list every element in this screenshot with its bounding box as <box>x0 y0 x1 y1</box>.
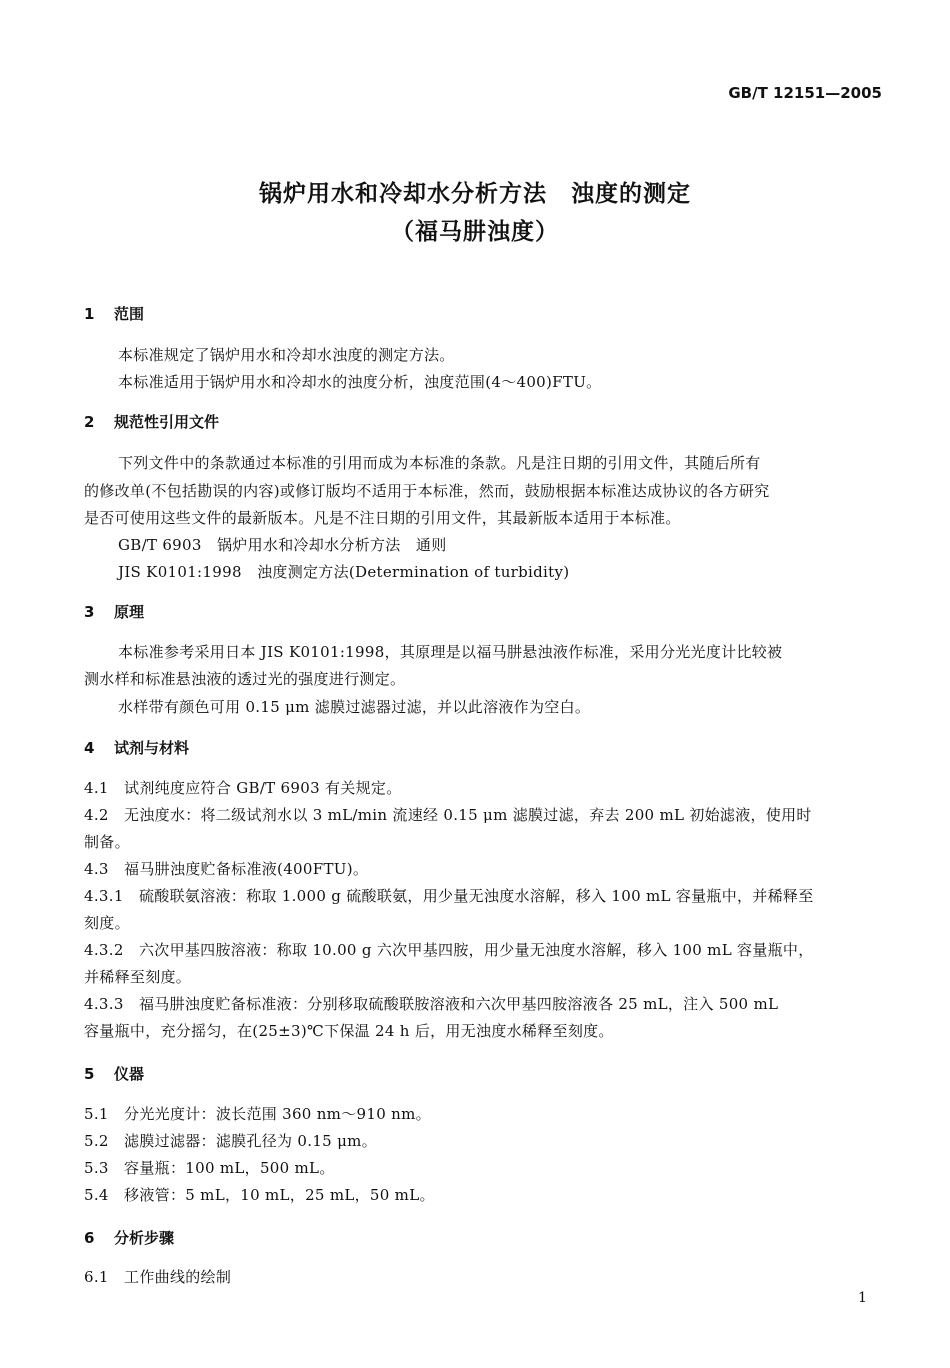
section-number: 4 <box>84 739 95 757</box>
clause-4-3-3: 4.3.3 福马肼浊度贮备标准液：分别移取硫酸联胺溶液和六次甲基四胺溶液各 25 mL，注入 500 mL <box>84 995 779 1013</box>
clause-6-1: 6.1 工作曲线的绘制 <box>84 1268 232 1286</box>
section-title: 分析步骤 <box>114 1229 175 1247</box>
paragraph-line: 下列文件中的条款通过本标准的引用而成为本标准的条款。凡是注日期的引用文件，其随后所有 <box>118 454 761 472</box>
clause-4-3-1-cont: 刻度。 <box>84 914 130 932</box>
section-title: 试剂与材料 <box>114 739 190 757</box>
paragraph: 水样带有颜色可用 0.15 μm 滤膜过滤器过滤，并以此溶液作为空白。 <box>118 698 591 716</box>
section-3-heading <box>84 601 144 622</box>
clause-4-3-3-cont: 容量瓶中，充分摇匀，在(25±3)℃下保温 24 h 后，用无浊度水稀释至刻度。 <box>84 1022 614 1040</box>
section-6-heading <box>84 1227 174 1248</box>
section-4-heading <box>84 737 189 758</box>
clause-4-2: 4.2 无浊度水：将二级试剂水以 3 mL/min 流速经 0.15 μm 滤膜过滤，弃去 200 mL 初始滤液，使用时 <box>84 806 812 824</box>
clause-4-3: 4.3 福马肼浊度贮备标准液(400FTU)。 <box>84 860 369 878</box>
section-title: 原理 <box>114 603 145 621</box>
clause-4-2-cont: 制备。 <box>84 833 130 851</box>
section-number: 5 <box>84 1065 95 1083</box>
section-5-heading <box>84 1063 144 1084</box>
clause-4-3-2-cont: 并稀释至刻度。 <box>84 968 192 986</box>
clause-5-2: 5.2 滤膜过滤器：滤膜孔径为 0.15 μm。 <box>84 1132 377 1150</box>
section-number: 2 <box>84 413 95 431</box>
section-title: 规范性引用文件 <box>114 413 220 431</box>
clause-4-3-2: 4.3.2 六次甲基四胺溶液：称取 10.00 g 六次甲基四胺，用少量无浊度水溶解，移入 100 mL 容量瓶中， <box>84 941 814 959</box>
clause-5-3: 5.3 容量瓶：100 mL，500 mL。 <box>84 1159 335 1177</box>
section-number: 3 <box>84 603 95 621</box>
section-title: 仪器 <box>114 1065 145 1083</box>
reference-item: JIS K0101:1998 浊度测定方法(Determination of turbidity) <box>118 563 570 581</box>
document-title: 锅炉用水和冷却水分析方法 浊度的测定 <box>259 181 691 207</box>
page-number: 1 <box>858 1290 867 1306</box>
clause-4-3-1: 4.3.1 硫酸联氨溶液：称取 1.000 g 硫酸联氨，用少量无浊度水溶解，移入 100 mL 容量瓶中，并稀释至 <box>84 887 814 905</box>
paragraph: 本标准适用于锅炉用水和冷却水的浊度分析，浊度范围(4～400)FTU。 <box>118 373 602 391</box>
section-number: 1 <box>84 305 95 323</box>
standard-code: GB/T 12151—2005 <box>728 84 882 102</box>
paragraph-line: 的修改单(不包括勘误的内容)或修订版均不适用于本标准，然而，鼓励根据本标准达成协议的各方研究 <box>84 482 770 500</box>
paragraph-line: 本标准参考采用日本 JIS K0101:1998，其原理是以福马肼悬浊液作标准，采用分光光度计比较被 <box>118 643 783 661</box>
section-number: 6 <box>84 1229 95 1247</box>
clause-5-4: 5.4 移液管：5 mL，10 mL，25 mL，50 mL。 <box>84 1186 435 1204</box>
section-title: 范围 <box>114 305 145 323</box>
clause-5-1: 5.1 分光光度计：波长范围 360 nm～910 nm。 <box>84 1105 431 1123</box>
section-1-heading <box>84 303 144 324</box>
paragraph-line: 测水样和标准悬浊液的透过光的强度进行测定。 <box>84 670 406 688</box>
document-subtitle: （福马肼浊度） <box>391 219 559 245</box>
clause-4-1: 4.1 试剂纯度应符合 GB/T 6903 有关规定。 <box>84 779 402 797</box>
paragraph-line: 是否可使用这些文件的最新版本。凡是不注日期的引用文件，其最新版本适用于本标准。 <box>84 509 681 527</box>
reference-item: GB/T 6903 锅炉用水和冷却水分析方法 通则 <box>118 536 447 554</box>
section-2-heading <box>84 411 219 432</box>
paragraph: 本标准规定了锅炉用水和冷却水浊度的测定方法。 <box>118 346 455 364</box>
